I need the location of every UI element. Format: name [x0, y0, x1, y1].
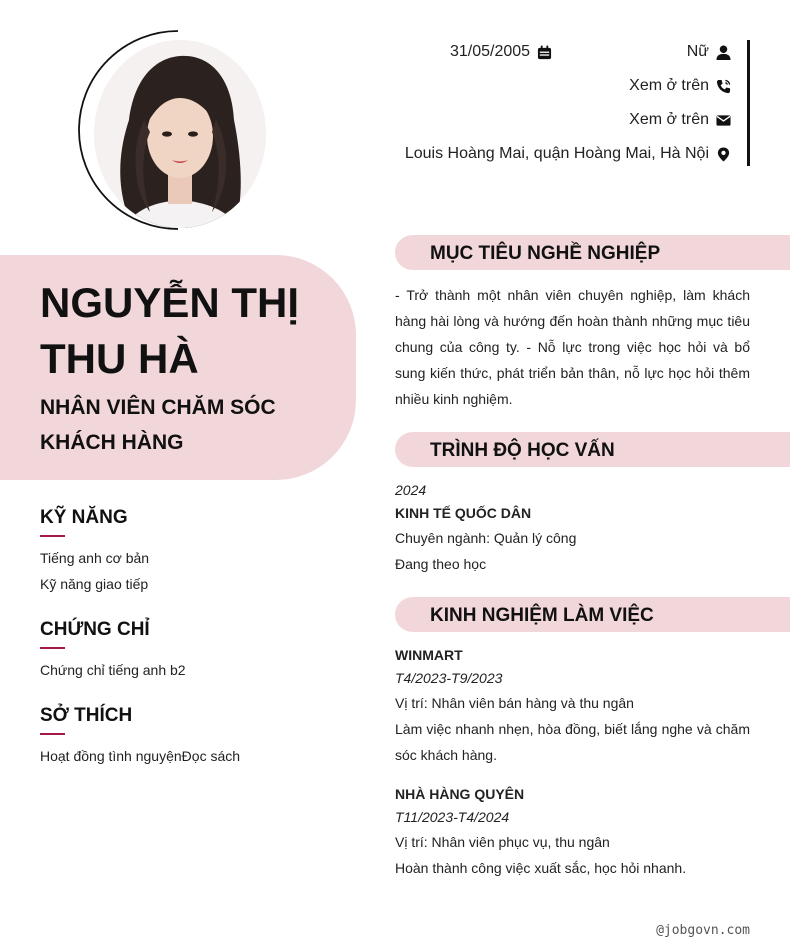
email-row: [629, 111, 731, 129]
phone-row: [629, 77, 731, 95]
avatar: [94, 40, 266, 228]
phone-icon: [715, 78, 731, 94]
address-row: [405, 145, 731, 163]
calendar-icon: [536, 44, 552, 60]
birthdate-text: 31/05/2005: [450, 43, 531, 60]
objective-title: MỤC TIÊU NGHỀ NGHIỆP: [430, 243, 661, 264]
address-text: Louis Hoàng Mai, quận Hoàng Mai, Hà Nội: [404, 145, 709, 162]
job-company: WINMART: [395, 647, 463, 663]
gender-text: Nữ: [686, 43, 709, 60]
location-pin-icon: [715, 146, 731, 162]
certificate-item: Chứng chỉ tiếng anh b2: [40, 662, 186, 678]
skill-item: Kỹ năng giao tiếp: [40, 576, 149, 592]
avatar-photo: [94, 40, 266, 228]
gender-row: [687, 43, 731, 61]
skills-underline: [40, 535, 65, 537]
phone-text[interactable]: Xem ở trên: [629, 77, 709, 94]
education-school: KINH TẾ QUỐC DÂN: [395, 505, 532, 521]
certificates-title: CHỨNG CHỈ: [40, 619, 150, 640]
avatar-frame: [78, 30, 278, 230]
hobbies-text: Hoạt đồng tình nguyệnĐọc sách: [40, 748, 241, 764]
job-period: T11/2023-T4/2024: [395, 809, 510, 825]
skill-item: Tiếng anh cơ bản: [40, 550, 150, 566]
contact-block: [370, 40, 750, 166]
birthdate-row: [450, 43, 552, 61]
education-title: TRÌNH ĐỘ HỌC VẤN: [430, 440, 615, 461]
skills-title: KỸ NĂNG: [40, 507, 128, 528]
job-description: Làm việc nhanh nhẹn, hòa đồng, biết lắng nghe và chăm sóc khách hàng.: [395, 721, 750, 763]
mail-icon: [715, 112, 731, 128]
full-name: NGUYỄN THỊ THU HÀ: [40, 279, 300, 382]
education-major: Chuyên ngành: Quản lý công: [395, 530, 577, 546]
hobbies-title: SỞ THÍCH: [40, 705, 133, 726]
job-description: Hoàn thành công việc xuất sắc, học hỏi nhanh.: [395, 860, 687, 876]
person-icon: [715, 44, 731, 60]
objective-header: [395, 235, 790, 270]
hobbies-underline: [40, 733, 65, 735]
footer-brand: @jobgovn.com: [656, 923, 750, 938]
job-title: NHÂN VIÊN CHĂM SÓC KHÁCH HÀNG: [40, 396, 276, 454]
job-position: Vị trí: Nhân viên bán hàng và thu ngân: [395, 695, 634, 711]
email-text[interactable]: Xem ở trên: [629, 111, 709, 128]
education-year: 2024: [395, 482, 427, 498]
education-header: [395, 432, 790, 467]
job-company: NHÀ HÀNG QUYÊN: [395, 786, 525, 802]
experience-title: KINH NGHIỆM LÀM VIỆC: [430, 605, 654, 626]
objective-text: - Trở thành một nhân viên chuyên nghiệp, làm khách hàng hài lòng và hướng đến hoàn thành những mục tiêu chung của công ty. - Nỗ lực trong việc học hỏi và bổ sung kiến thức, phát triển bản thân, nỗ lực học hỏi thêm nhiều kinh nghiệm.: [395, 287, 750, 407]
education-status: Đang theo học: [395, 556, 487, 572]
job-period: T4/2023-T9/2023: [395, 670, 503, 686]
certificates-underline: [40, 647, 65, 649]
job-position: Vị trí: Nhân viên phục vụ, thu ngân: [395, 834, 610, 850]
experience-header: [395, 597, 790, 632]
